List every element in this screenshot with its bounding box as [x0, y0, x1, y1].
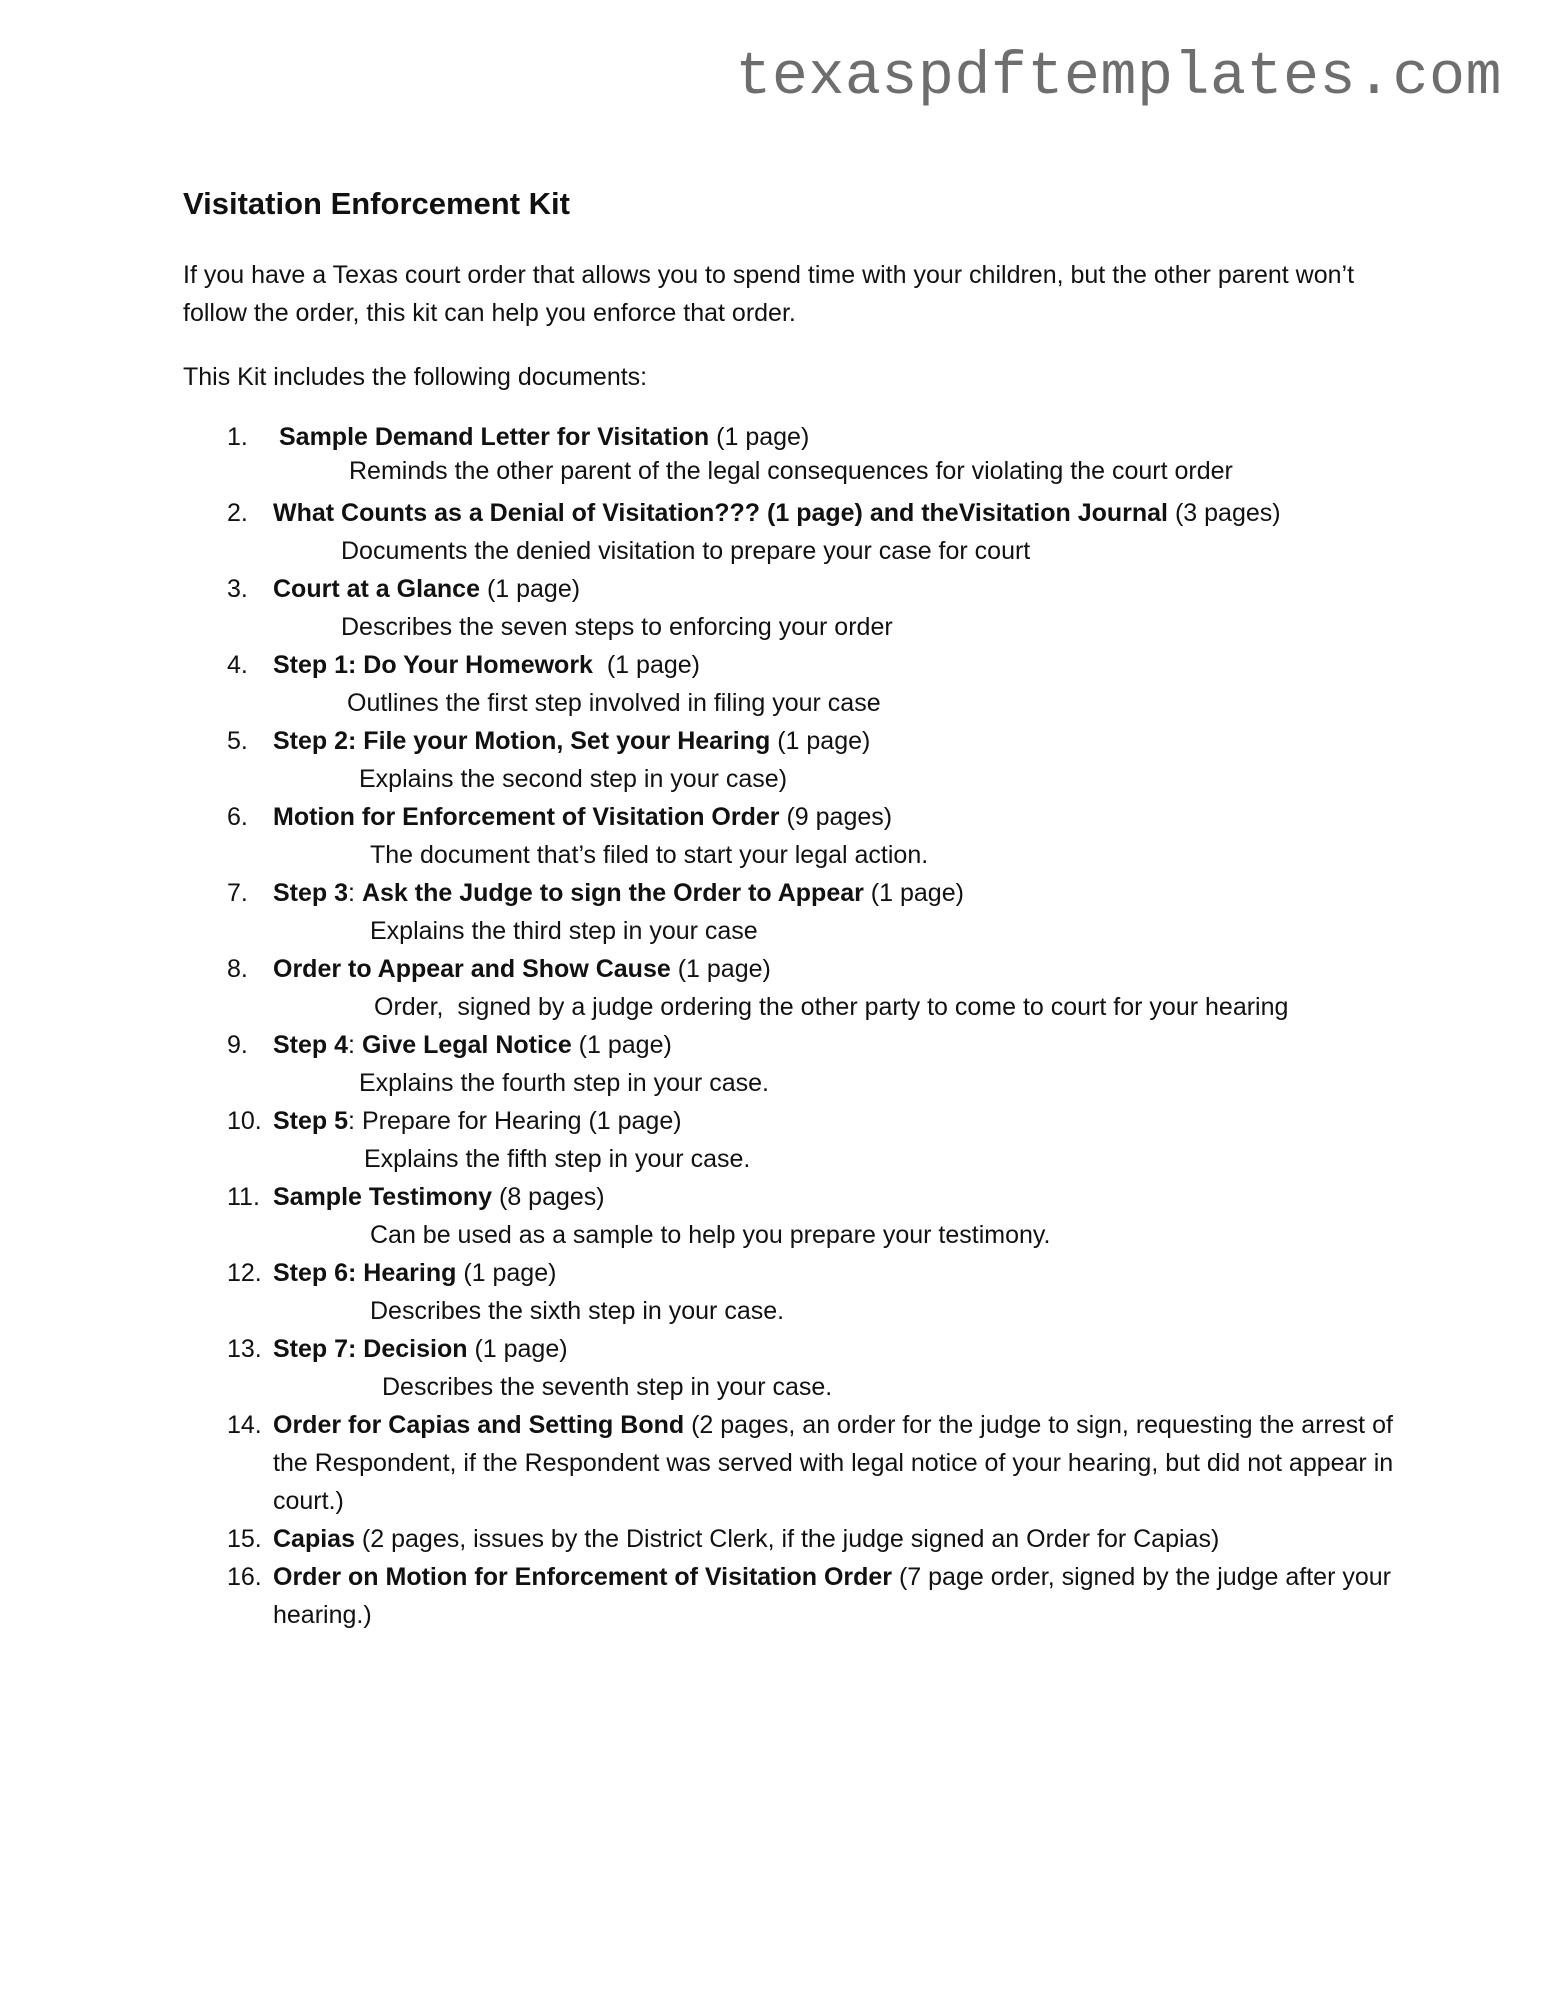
- item-number: 9.: [227, 1031, 248, 1059]
- list-item: [183, 950, 1413, 1026]
- item-number: 7.: [227, 879, 248, 907]
- item-number: 6.: [227, 803, 248, 831]
- document-body: [183, 182, 1413, 1634]
- item-title: Step 2: File your Motion, Set your Hearing: [273, 727, 771, 755]
- list-item: [183, 1254, 1413, 1330]
- item-number: 8.: [227, 955, 248, 983]
- item-description: Documents the denied visitation to prepare your case for court: [341, 537, 1031, 565]
- item-description: Reminds the other parent of the legal consequences for violating the court order: [349, 457, 1233, 485]
- page-title: Visitation Enforcement Kit: [183, 186, 570, 221]
- site-watermark: texaspdftemplates.com: [735, 44, 1502, 112]
- item-title: Step 6: Hearing: [273, 1259, 457, 1287]
- item-number: 3.: [227, 575, 248, 603]
- list-item: [183, 1102, 1413, 1178]
- list-item: [183, 494, 1413, 570]
- item-description: Explains the fourth step in your case.: [359, 1069, 769, 1097]
- item-pages: (2 pages, an order for the judge to sign, requesting the arrest of the Respondent, if the Respondent was served with legal notice of your hearing, but did not appear in court.): [273, 1411, 1394, 1515]
- item-step: Step 5: [273, 1107, 349, 1135]
- item-description: Order, signed by a judge ordering the other party to come to court for your hearing: [374, 993, 1289, 1021]
- intro-paragraph: If you have a Texas court order that allows you to spend time with your children, but the other parent won’t follow the order, this kit can help you enforce that order.: [183, 261, 1355, 327]
- item-step: Step 4: [273, 1031, 349, 1059]
- item-title: Sample Demand Letter for Visitation: [279, 423, 710, 451]
- item-description: Explains the fifth step in your case.: [364, 1145, 751, 1173]
- list-item: [183, 570, 1413, 646]
- item-title: Court at a Glance: [273, 575, 480, 603]
- item-pages: (2 pages, issues by the District Clerk, if the judge signed an Order for Capias): [354, 1525, 1220, 1553]
- item-number: 10.: [227, 1107, 262, 1135]
- item-pages: (8 pages): [492, 1183, 605, 1211]
- item-number: 2.: [227, 499, 248, 527]
- item-separator: :: [348, 1107, 362, 1135]
- item-title: Order on Motion for Enforcement of Visitation Order: [273, 1563, 893, 1591]
- item-pages: (9 pages): [779, 803, 893, 831]
- item-pages: (1 page): [670, 955, 771, 983]
- item-pages: (3 pages): [1168, 499, 1281, 527]
- item-pages: (1 page): [571, 1031, 672, 1059]
- item-description: Describes the seven steps to enforcing your order: [341, 613, 893, 641]
- item-number: 5.: [227, 727, 248, 755]
- item-pages: (1 page): [709, 423, 810, 451]
- item-title: Step 7: Decision: [273, 1335, 468, 1363]
- list-item: [183, 1026, 1413, 1102]
- item-title-and-pages: Prepare for Hearing (1 page): [361, 1107, 682, 1135]
- item-description: Describes the seventh step in your case.: [382, 1373, 833, 1401]
- item-pages: (1 page): [480, 575, 581, 603]
- item-separator: :: [348, 1031, 362, 1059]
- list-item: [183, 1520, 1413, 1558]
- item-description: The document that’s filed to start your legal action.: [370, 841, 929, 869]
- item-pages: (1 page): [592, 651, 700, 679]
- item-number: 13.: [227, 1335, 262, 1363]
- includes-label: This Kit includes the following documents:: [183, 363, 648, 391]
- item-description: Explains the third step in your case: [370, 917, 758, 945]
- list-item: [183, 874, 1413, 950]
- item-title: What Counts as a Denial of Visitation??? (1 page) and theVisitation Journal: [273, 499, 1169, 527]
- list-item: [183, 1178, 1413, 1254]
- item-pages: (7 page order, signed by the judge after your hearing.): [273, 1563, 1391, 1629]
- document-list: [183, 418, 1413, 1634]
- item-step: Step 3: [273, 879, 349, 907]
- item-number: 16.: [227, 1563, 262, 1591]
- item-number: 11.: [227, 1183, 260, 1211]
- item-description: Explains the second step in your case): [359, 765, 788, 793]
- item-title: Give Legal Notice: [361, 1031, 572, 1059]
- item-number: 1.: [227, 423, 248, 451]
- item-title: Motion for Enforcement of Visitation Order: [273, 803, 780, 831]
- item-title: Ask the Judge to sign the Order to Appear: [361, 879, 864, 907]
- list-item: [183, 1558, 1413, 1634]
- item-number: 12.: [227, 1259, 262, 1287]
- item-pages: (1 page): [467, 1335, 568, 1363]
- list-item: [183, 722, 1413, 798]
- item-title: Step 1: Do Your Homework: [273, 651, 593, 679]
- item-description: Outlines the first step involved in filing your case: [347, 689, 881, 717]
- item-number: 14.: [227, 1411, 262, 1439]
- item-number: 15.: [227, 1525, 262, 1553]
- item-title: Sample Testimony: [273, 1183, 493, 1211]
- list-item: [183, 418, 1413, 486]
- item-pages: (1 page): [456, 1259, 557, 1287]
- list-item: [183, 798, 1413, 874]
- item-pages: (1 page): [770, 727, 871, 755]
- list-item: [183, 1330, 1413, 1406]
- item-title: Order to Appear and Show Cause: [273, 955, 671, 983]
- list-item: [183, 646, 1413, 722]
- item-pages: (1 page): [863, 879, 964, 907]
- item-description: Can be used as a sample to help you prepare your testimony.: [370, 1221, 1051, 1249]
- list-item: [183, 1406, 1413, 1520]
- item-separator: :: [348, 879, 362, 907]
- item-number: 4.: [227, 651, 248, 679]
- item-title: Order for Capias and Setting Bond: [273, 1411, 685, 1439]
- item-description: Describes the sixth step in your case.: [370, 1297, 785, 1325]
- item-title: Capias: [273, 1525, 355, 1553]
